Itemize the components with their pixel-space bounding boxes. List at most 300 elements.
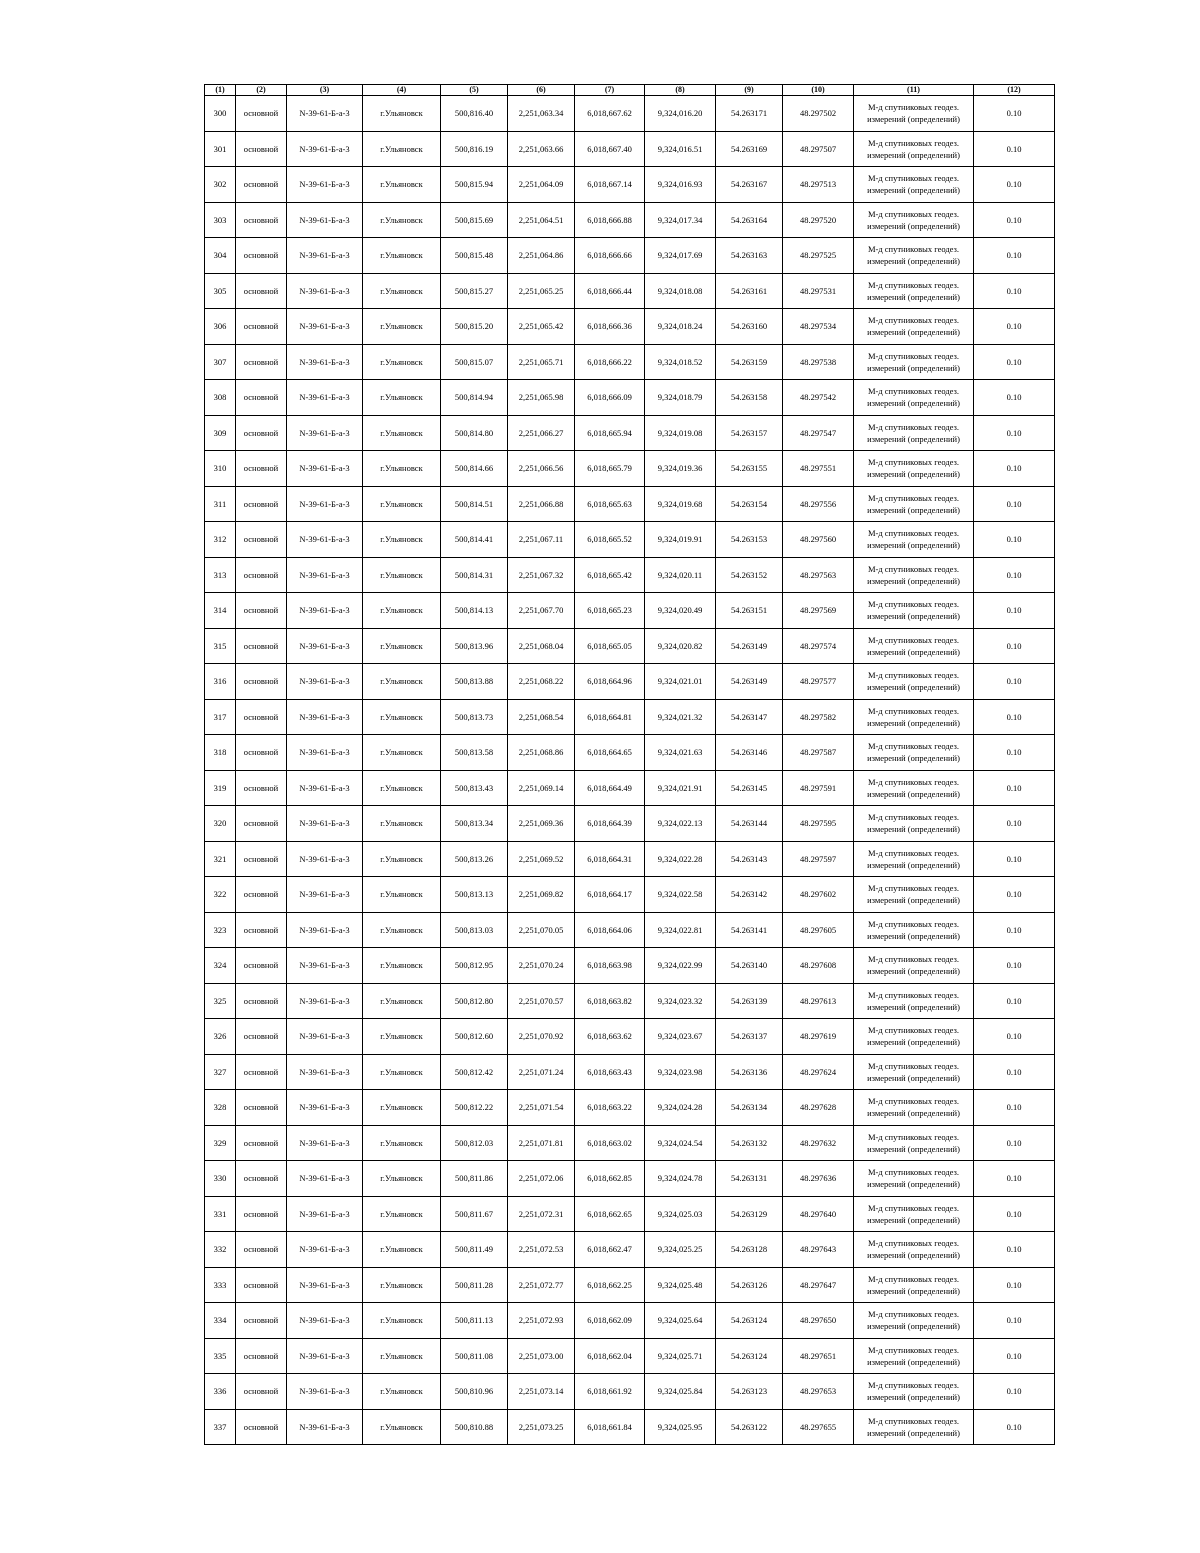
table-cell: основной	[236, 1303, 287, 1339]
table-cell: г.Ульяновск	[363, 1303, 441, 1339]
table-cell: г.Ульяновск	[363, 202, 441, 238]
table-cell: N-39-61-Б-а-3	[287, 1232, 363, 1268]
table-cell: 2,251,063.34	[508, 96, 575, 132]
table-cell: 500,813.73	[441, 699, 508, 735]
table-cell: 312	[205, 522, 236, 558]
table-cell: 0.10	[974, 948, 1055, 984]
table-cell: 500,811.08	[441, 1338, 508, 1374]
table-cell: 6,018,664.39	[575, 806, 645, 842]
table-cell: 48.297628	[783, 1090, 854, 1126]
table-cell: основной	[236, 522, 287, 558]
table-cell: N-39-61-Б-а-3	[287, 912, 363, 948]
table-row	[205, 273, 1055, 309]
table-cell: 0.10	[974, 344, 1055, 380]
table-cell: N-39-61-Б-а-3	[287, 664, 363, 700]
table-cell: 6,018,663.82	[575, 983, 645, 1019]
table-cell: N-39-61-Б-а-3	[287, 273, 363, 309]
table-cell: 0.10	[974, 1374, 1055, 1410]
table-cell: 54.263145	[716, 770, 783, 806]
table-row	[205, 1409, 1055, 1445]
table-cell: основной	[236, 273, 287, 309]
table-cell: 6,018,665.23	[575, 593, 645, 629]
table-cell: основной	[236, 735, 287, 771]
table-cell: 500,813.96	[441, 628, 508, 664]
table-cell: М-д спутниковых геодез. измерений (определений)	[854, 948, 974, 984]
table-cell: 6,018,664.65	[575, 735, 645, 771]
table-cell: 54.263152	[716, 557, 783, 593]
table-cell: 48.297502	[783, 96, 854, 132]
column-header: (8)	[645, 85, 716, 96]
table-cell: г.Ульяновск	[363, 841, 441, 877]
table-cell: 54.263144	[716, 806, 783, 842]
table-row	[205, 806, 1055, 842]
table-row	[205, 593, 1055, 629]
table-cell: 500,813.43	[441, 770, 508, 806]
table-cell: N-39-61-Б-а-3	[287, 1019, 363, 1055]
table-cell: основной	[236, 593, 287, 629]
table-row	[205, 486, 1055, 522]
table-cell: М-д спутниковых геодез. измерений (определений)	[854, 96, 974, 132]
table-cell: М-д спутниковых геодез. измерений (определений)	[854, 1374, 974, 1410]
table-cell: 48.297651	[783, 1338, 854, 1374]
table-cell: 9,324,018.24	[645, 309, 716, 345]
table-cell: М-д спутниковых геодез. измерений (определений)	[854, 1019, 974, 1055]
table-cell: 6,018,664.31	[575, 841, 645, 877]
table-cell: основной	[236, 202, 287, 238]
table-cell: 2,251,064.86	[508, 238, 575, 274]
table-cell: 0.10	[974, 1267, 1055, 1303]
table-cell: 333	[205, 1267, 236, 1303]
table-cell: 2,251,072.93	[508, 1303, 575, 1339]
table-row	[205, 1338, 1055, 1374]
table-cell: М-д спутниковых геодез. измерений (определений)	[854, 1125, 974, 1161]
table-cell: 9,324,017.69	[645, 238, 716, 274]
table-row	[205, 912, 1055, 948]
table-cell: 9,324,023.98	[645, 1054, 716, 1090]
table-cell: 9,324,025.48	[645, 1267, 716, 1303]
table-cell: 0.10	[974, 309, 1055, 345]
table-cell: г.Ульяновск	[363, 344, 441, 380]
table-cell: 9,324,025.03	[645, 1196, 716, 1232]
table-cell: 2,251,067.32	[508, 557, 575, 593]
table-cell: г.Ульяновск	[363, 593, 441, 629]
table-cell: основной	[236, 380, 287, 416]
table-cell: г.Ульяновск	[363, 699, 441, 735]
table-cell: 6,018,666.66	[575, 238, 645, 274]
table-cell: N-39-61-Б-а-3	[287, 238, 363, 274]
table-cell: М-д спутниковых геодез. измерений (определений)	[854, 380, 974, 416]
table-cell: 48.297591	[783, 770, 854, 806]
table-cell: 54.263137	[716, 1019, 783, 1055]
table-cell: 2,251,072.06	[508, 1161, 575, 1197]
table-cell: 0.10	[974, 770, 1055, 806]
table-cell: 9,324,022.81	[645, 912, 716, 948]
table-cell: 54.263134	[716, 1090, 783, 1126]
table-cell: 2,251,067.11	[508, 522, 575, 558]
table-cell: 54.263143	[716, 841, 783, 877]
table-cell: М-д спутниковых геодез. измерений (определений)	[854, 983, 974, 1019]
table-cell: М-д спутниковых геодез. измерений (определений)	[854, 1054, 974, 1090]
table-cell: 54.263140	[716, 948, 783, 984]
table-cell: 48.297547	[783, 415, 854, 451]
table-cell: 500,813.34	[441, 806, 508, 842]
table-cell: 48.297647	[783, 1267, 854, 1303]
table-cell: N-39-61-Б-а-3	[287, 628, 363, 664]
table-cell: основной	[236, 167, 287, 203]
table-cell: 48.297643	[783, 1232, 854, 1268]
table-cell: 0.10	[974, 1019, 1055, 1055]
table-cell: 0.10	[974, 912, 1055, 948]
table-cell: 54.263146	[716, 735, 783, 771]
table-cell: 321	[205, 841, 236, 877]
table-cell: 500,810.96	[441, 1374, 508, 1410]
table-cell: 48.297595	[783, 806, 854, 842]
table-cell: 6,018,662.04	[575, 1338, 645, 1374]
table-cell: 2,251,069.14	[508, 770, 575, 806]
table-cell: 9,324,022.99	[645, 948, 716, 984]
table-cell: 48.297605	[783, 912, 854, 948]
table-cell: 9,324,025.84	[645, 1374, 716, 1410]
table-cell: 9,324,023.67	[645, 1019, 716, 1055]
table-cell: 500,811.86	[441, 1161, 508, 1197]
table-cell: 500,812.22	[441, 1090, 508, 1126]
table-row	[205, 983, 1055, 1019]
table-cell: М-д спутниковых геодез. измерений (определений)	[854, 344, 974, 380]
table-cell: г.Ульяновск	[363, 238, 441, 274]
table-cell: 6,018,662.09	[575, 1303, 645, 1339]
table-cell: 0.10	[974, 486, 1055, 522]
table-cell: 9,324,022.58	[645, 877, 716, 913]
table-row	[205, 415, 1055, 451]
table-cell: 301	[205, 131, 236, 167]
table-cell: 2,251,068.22	[508, 664, 575, 700]
table-cell: N-39-61-Б-а-3	[287, 841, 363, 877]
table-cell: 54.263129	[716, 1196, 783, 1232]
table-cell: г.Ульяновск	[363, 1125, 441, 1161]
table-cell: основной	[236, 486, 287, 522]
table-cell: М-д спутниковых геодез. измерений (определений)	[854, 699, 974, 735]
table-cell: N-39-61-Б-а-3	[287, 486, 363, 522]
table-cell: N-39-61-Б-а-3	[287, 983, 363, 1019]
table-cell: 6,018,661.92	[575, 1374, 645, 1410]
table-cell: г.Ульяновск	[363, 1267, 441, 1303]
table-cell: 54.263157	[716, 415, 783, 451]
table-cell: 9,324,018.79	[645, 380, 716, 416]
table-cell: г.Ульяновск	[363, 415, 441, 451]
table-cell: 0.10	[974, 238, 1055, 274]
table-cell: г.Ульяновск	[363, 912, 441, 948]
table-cell: г.Ульяновск	[363, 1232, 441, 1268]
table-cell: 9,324,024.54	[645, 1125, 716, 1161]
table-cell: М-д спутниковых геодез. измерений (определений)	[854, 912, 974, 948]
table-cell: г.Ульяновск	[363, 628, 441, 664]
table-cell: г.Ульяновск	[363, 167, 441, 203]
table-cell: 48.297560	[783, 522, 854, 558]
table-cell: 6,018,662.25	[575, 1267, 645, 1303]
table-cell: 6,018,663.43	[575, 1054, 645, 1090]
table-row	[205, 628, 1055, 664]
table-cell: 0.10	[974, 983, 1055, 1019]
table-cell: 2,251,072.53	[508, 1232, 575, 1268]
table-cell: 328	[205, 1090, 236, 1126]
table-cell: 2,251,073.25	[508, 1409, 575, 1445]
table-cell: N-39-61-Б-а-3	[287, 131, 363, 167]
table-cell: основной	[236, 699, 287, 735]
table-row	[205, 1267, 1055, 1303]
table-cell: 54.263169	[716, 131, 783, 167]
table-cell: 305	[205, 273, 236, 309]
table-cell: 2,251,070.57	[508, 983, 575, 1019]
table-cell: 6,018,665.52	[575, 522, 645, 558]
table-cell: 2,251,069.82	[508, 877, 575, 913]
table-cell: М-д спутниковых геодез. измерений (определений)	[854, 877, 974, 913]
table-cell: 0.10	[974, 699, 1055, 735]
table-cell: 48.297577	[783, 664, 854, 700]
table-cell: 0.10	[974, 131, 1055, 167]
table-cell: основной	[236, 948, 287, 984]
table-row	[205, 131, 1055, 167]
table-cell: N-39-61-Б-а-3	[287, 735, 363, 771]
table-cell: 6,018,662.85	[575, 1161, 645, 1197]
table-cell: 500,815.48	[441, 238, 508, 274]
table-cell: г.Ульяновск	[363, 451, 441, 487]
table-cell: 48.297602	[783, 877, 854, 913]
table-cell: 500,815.07	[441, 344, 508, 380]
table-cell: 0.10	[974, 1338, 1055, 1374]
table-cell: 54.263122	[716, 1409, 783, 1445]
table-cell: 500,811.67	[441, 1196, 508, 1232]
table-cell: М-д спутниковых геодез. измерений (определений)	[854, 273, 974, 309]
table-cell: М-д спутниковых геодез. измерений (определений)	[854, 415, 974, 451]
table-cell: 48.297613	[783, 983, 854, 1019]
table-cell: основной	[236, 877, 287, 913]
table-cell: основной	[236, 1054, 287, 1090]
table-cell: М-д спутниковых геодез. измерений (определений)	[854, 522, 974, 558]
table-cell: основной	[236, 1196, 287, 1232]
table-cell: 0.10	[974, 522, 1055, 558]
table-cell: 0.10	[974, 415, 1055, 451]
table-cell: 6,018,667.14	[575, 167, 645, 203]
table-cell: 316	[205, 664, 236, 700]
table-cell: 0.10	[974, 806, 1055, 842]
table-cell: М-д спутниковых геодез. измерений (определений)	[854, 1161, 974, 1197]
coordinates-table	[204, 84, 1055, 1445]
table-cell: N-39-61-Б-а-3	[287, 1161, 363, 1197]
table-cell: 320	[205, 806, 236, 842]
table-cell: 500,812.80	[441, 983, 508, 1019]
table-cell: г.Ульяновск	[363, 1054, 441, 1090]
table-cell: 323	[205, 912, 236, 948]
table-cell: 6,018,663.62	[575, 1019, 645, 1055]
table-cell: 48.297538	[783, 344, 854, 380]
table-row	[205, 1054, 1055, 1090]
table-cell: 54.263155	[716, 451, 783, 487]
table-cell: М-д спутниковых геодез. измерений (определений)	[854, 486, 974, 522]
table-cell: N-39-61-Б-а-3	[287, 806, 363, 842]
table-row	[205, 96, 1055, 132]
table-cell: 48.297636	[783, 1161, 854, 1197]
table-cell: 9,324,016.93	[645, 167, 716, 203]
table-cell: 0.10	[974, 628, 1055, 664]
table-cell: 48.297608	[783, 948, 854, 984]
table-cell: 6,018,664.96	[575, 664, 645, 700]
column-header: (10)	[783, 85, 854, 96]
table-row	[205, 309, 1055, 345]
table-cell: 2,251,066.27	[508, 415, 575, 451]
table-cell: 9,324,021.63	[645, 735, 716, 771]
table-cell: 54.263128	[716, 1232, 783, 1268]
table-row	[205, 1196, 1055, 1232]
table-cell: 317	[205, 699, 236, 735]
table-cell: 0.10	[974, 877, 1055, 913]
table-cell: 2,251,072.77	[508, 1267, 575, 1303]
table-cell: 2,251,073.14	[508, 1374, 575, 1410]
table-cell: 54.263126	[716, 1267, 783, 1303]
table-cell: г.Ульяновск	[363, 131, 441, 167]
table-cell: 6,018,666.88	[575, 202, 645, 238]
table-cell: 54.263154	[716, 486, 783, 522]
table-cell: N-39-61-Б-а-3	[287, 202, 363, 238]
table-cell: основной	[236, 1232, 287, 1268]
table-cell: 9,324,018.52	[645, 344, 716, 380]
table-cell: N-39-61-Б-а-3	[287, 167, 363, 203]
table-cell: 500,811.13	[441, 1303, 508, 1339]
table-cell: основной	[236, 415, 287, 451]
table-cell: 2,251,066.88	[508, 486, 575, 522]
table-row	[205, 948, 1055, 984]
table-cell: 54.263124	[716, 1303, 783, 1339]
table-cell: М-д спутниковых геодез. измерений (определений)	[854, 309, 974, 345]
table-cell: М-д спутниковых геодез. измерений (определений)	[854, 451, 974, 487]
table-cell: г.Ульяновск	[363, 806, 441, 842]
table-cell: 0.10	[974, 735, 1055, 771]
table-cell: 48.297551	[783, 451, 854, 487]
column-header: (6)	[508, 85, 575, 96]
table-cell: 54.263158	[716, 380, 783, 416]
table-cell: основной	[236, 664, 287, 700]
table-cell: N-39-61-Б-а-3	[287, 344, 363, 380]
table-cell: 304	[205, 238, 236, 274]
table-cell: 313	[205, 557, 236, 593]
table-cell: М-д спутниковых геодез. измерений (определений)	[854, 1267, 974, 1303]
table-cell: 314	[205, 593, 236, 629]
table-cell: 0.10	[974, 202, 1055, 238]
table-cell: М-д спутниковых геодез. измерений (определений)	[854, 628, 974, 664]
table-cell: 6,018,662.65	[575, 1196, 645, 1232]
table-cell: 303	[205, 202, 236, 238]
table-cell: 2,251,065.42	[508, 309, 575, 345]
table-cell: основной	[236, 1161, 287, 1197]
table-cell: 6,018,664.17	[575, 877, 645, 913]
table-cell: 2,251,068.04	[508, 628, 575, 664]
table-cell: 2,251,069.36	[508, 806, 575, 842]
table-cell: 48.297507	[783, 131, 854, 167]
table-cell: 9,324,025.25	[645, 1232, 716, 1268]
table-cell: 500,815.69	[441, 202, 508, 238]
table-cell: 48.297513	[783, 167, 854, 203]
table-cell: 500,813.88	[441, 664, 508, 700]
table-cell: основной	[236, 1409, 287, 1445]
table-cell: 54.263149	[716, 664, 783, 700]
table-cell: 6,018,666.22	[575, 344, 645, 380]
table-cell: N-39-61-Б-а-3	[287, 1054, 363, 1090]
table-cell: 48.297653	[783, 1374, 854, 1410]
table-cell: г.Ульяновск	[363, 1338, 441, 1374]
table-cell: основной	[236, 983, 287, 1019]
table-cell: 9,324,025.95	[645, 1409, 716, 1445]
table-row	[205, 1125, 1055, 1161]
table-cell: 48.297569	[783, 593, 854, 629]
table-cell: 9,324,016.20	[645, 96, 716, 132]
table-cell: г.Ульяновск	[363, 1090, 441, 1126]
table-cell: 2,251,072.31	[508, 1196, 575, 1232]
table-cell: 2,251,070.05	[508, 912, 575, 948]
table-row	[205, 522, 1055, 558]
table-cell: N-39-61-Б-а-3	[287, 770, 363, 806]
table-cell: г.Ульяновск	[363, 1161, 441, 1197]
table-cell: 0.10	[974, 380, 1055, 416]
table-cell: 9,324,025.64	[645, 1303, 716, 1339]
table-cell: N-39-61-Б-а-3	[287, 1196, 363, 1232]
table-cell: основной	[236, 131, 287, 167]
table-cell: 500,813.58	[441, 735, 508, 771]
column-header: (1)	[205, 85, 236, 96]
table-cell: 6,018,665.42	[575, 557, 645, 593]
table-cell: 54.263153	[716, 522, 783, 558]
table-cell: основной	[236, 1267, 287, 1303]
table-cell: основной	[236, 806, 287, 842]
table-cell: N-39-61-Б-а-3	[287, 1338, 363, 1374]
column-header: (4)	[363, 85, 441, 96]
table-cell: основной	[236, 1019, 287, 1055]
table-cell: 500,815.20	[441, 309, 508, 345]
table-cell: 48.297520	[783, 202, 854, 238]
table-cell: г.Ульяновск	[363, 664, 441, 700]
table-body	[205, 96, 1055, 1445]
table-cell: 0.10	[974, 167, 1055, 203]
table-cell: 9,324,021.01	[645, 664, 716, 700]
table-cell: 48.297556	[783, 486, 854, 522]
table-cell: 6,018,667.40	[575, 131, 645, 167]
table-cell: г.Ульяновск	[363, 877, 441, 913]
table-cell: г.Ульяновск	[363, 96, 441, 132]
table-row	[205, 1090, 1055, 1126]
table-cell: г.Ульяновск	[363, 735, 441, 771]
table-cell: 6,018,663.22	[575, 1090, 645, 1126]
table-cell: 48.297655	[783, 1409, 854, 1445]
table-cell: 6,018,666.44	[575, 273, 645, 309]
table-cell: 54.263151	[716, 593, 783, 629]
table-cell: М-д спутниковых геодез. измерений (определений)	[854, 593, 974, 629]
table-cell: N-39-61-Б-а-3	[287, 948, 363, 984]
table-cell: 500,813.26	[441, 841, 508, 877]
table-cell: 326	[205, 1019, 236, 1055]
table-cell: основной	[236, 557, 287, 593]
table-cell: 6,018,664.81	[575, 699, 645, 735]
table-cell: 48.297563	[783, 557, 854, 593]
table-cell: 500,810.88	[441, 1409, 508, 1445]
table-cell: 9,324,020.49	[645, 593, 716, 629]
table-cell: 2,251,064.51	[508, 202, 575, 238]
table-cell: основной	[236, 1125, 287, 1161]
table-cell: 48.297534	[783, 309, 854, 345]
table-row	[205, 451, 1055, 487]
table-cell: 54.263160	[716, 309, 783, 345]
column-header: (2)	[236, 85, 287, 96]
table-cell: 54.263149	[716, 628, 783, 664]
table-cell: основной	[236, 628, 287, 664]
table-cell: 0.10	[974, 1232, 1055, 1268]
